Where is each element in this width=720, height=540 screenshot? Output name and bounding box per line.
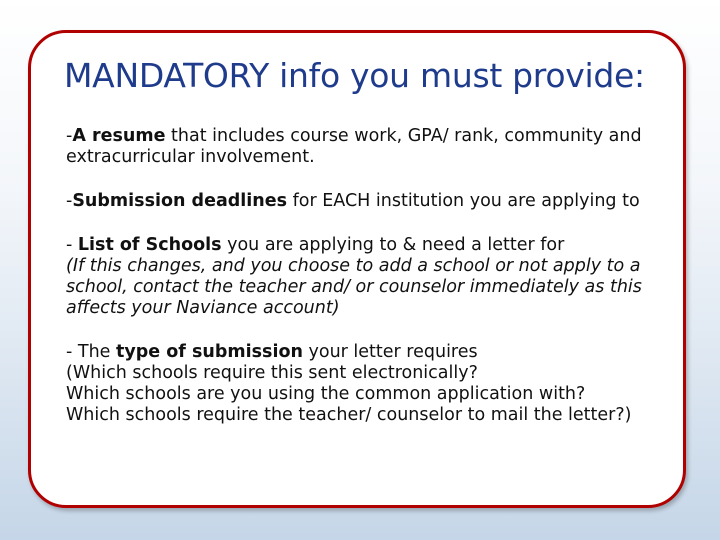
submission-type-item [66,342,666,426]
submission-question-2: Which schools are you using the common application with? [66,384,586,404]
schools-text: you are applying to & need a letter for [221,235,565,255]
slide-title: MANDATORY info you must provide: [64,56,645,95]
schools-note-line-1: (If this changes, and you choose to add a school or not apply to a [66,256,641,276]
schools-note-line-2: school, contact the teacher and/ or counselor immediately as this [66,277,642,297]
submission-question-3: Which schools require the teacher/ counselor to mail the letter?) [66,405,632,425]
deadlines-bold: Submission deadlines [72,191,288,211]
schools-bold: List of Schools [77,235,222,255]
schools-line [66,235,666,256]
resume-text: that includes course work, GPA/ rank, community and [165,126,642,146]
submission-type-text: your letter requires [302,342,478,362]
resume-prefix: - [66,126,73,146]
schools-prefix: - [66,235,78,255]
submission-type-prefix: - The [66,342,116,362]
schools-item [66,235,666,319]
resume-line-2: extracurricular involvement. [66,147,315,167]
deadlines-line [66,191,666,212]
deadlines-prefix: - [66,191,73,211]
resume-bold: A resume [72,126,166,146]
resume-line-1 [66,126,666,147]
resume-item [66,126,666,168]
submission-type-bold: type of submission [116,342,303,362]
deadlines-text: for EACH institution you are applying to [287,191,640,211]
submission-type-line [66,342,666,363]
deadlines-item [66,191,666,212]
requirements-list [66,126,666,426]
submission-question-1: (Which schools require this sent electronically? [66,363,478,383]
schools-note-line-3: affects your Naviance account) [66,298,340,318]
